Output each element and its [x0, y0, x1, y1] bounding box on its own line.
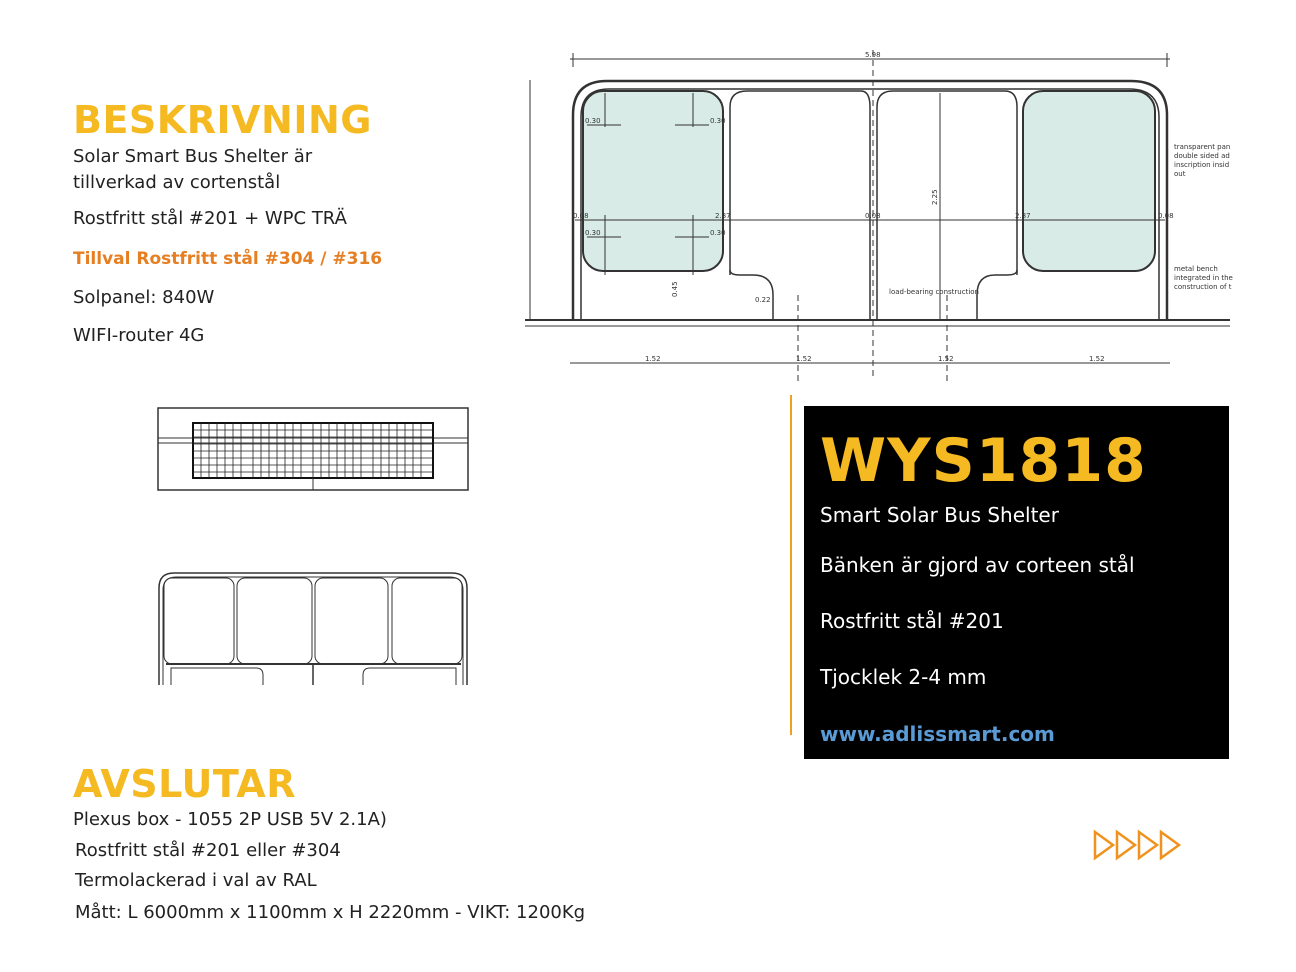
front-elevation-drawing	[525, 45, 1235, 390]
bench-note-1: metal bench	[1174, 265, 1218, 273]
panel-note-1: transparent pan	[1174, 143, 1231, 151]
panel-note-3: inscription insid	[1174, 161, 1230, 169]
finish-item: Rostfritt stål #201 eller #304	[75, 840, 341, 861]
thickness-spec: Tjocklek 2-4 mm	[820, 665, 987, 689]
rear-elevation-drawing	[156, 570, 471, 690]
finish-heading: AVSLUTAR	[73, 762, 296, 806]
offset-b-label-2: 0.08	[865, 212, 881, 220]
bench-note-3: construction of t	[1174, 283, 1232, 291]
accent-divider	[790, 395, 792, 735]
bench-material: Bänken är gjord av corteen stål	[820, 553, 1135, 577]
description-line2: tillverkad av cortenstål	[73, 172, 281, 193]
product-panel	[804, 406, 1229, 759]
mid-span-right-label: 2.87	[1015, 212, 1031, 220]
description-heading: BESKRIVNING	[73, 98, 372, 142]
bench-note-2: integrated in the	[1174, 274, 1233, 282]
offset-b-label-3: 0.08	[1158, 212, 1174, 220]
description-line3: Rostfritt stål #201 + WPC TRÄ	[73, 208, 347, 229]
model-number: WYS1818	[820, 426, 1147, 496]
offset-a-label-3: 0.30	[585, 229, 601, 237]
segment-label-3: 1.52	[938, 355, 954, 363]
offset-a-label: 0.30	[585, 117, 601, 125]
optional-material: Tillval Rostfritt stål #304 / #316	[73, 249, 383, 269]
mid-span-left-label: 2.87	[715, 212, 731, 220]
product-subtitle: Smart Solar Bus Shelter	[820, 503, 1059, 527]
steel-grade: Rostfritt stål #201	[820, 609, 1004, 633]
offset-a-label-2: 0.30	[710, 117, 726, 125]
total-width-label: 5.98	[865, 51, 881, 59]
height-label: 2.25	[931, 189, 939, 205]
panel-note-4: out	[1174, 170, 1186, 178]
website-link[interactable]: www.adlissmart.com	[820, 722, 1055, 746]
load-bearing-label: load-bearing construction	[889, 288, 979, 296]
offset-b-label: 0.08	[573, 212, 589, 220]
wifi-spec: WIFI-router 4G	[73, 325, 205, 346]
bench-a-label: 0.22	[755, 296, 771, 304]
finish-item: Plexus box - 1055 2P USB 5V 2.1A)	[73, 809, 387, 830]
roof-top-view-drawing	[156, 405, 471, 495]
description-line1: Solar Smart Bus Shelter är	[73, 146, 313, 167]
bench-height-label: 0.45	[671, 281, 679, 297]
panel-note-2: double sided ad	[1174, 152, 1230, 160]
segment-label-2: 1.52	[796, 355, 812, 363]
finish-item: Termolackerad i val av RAL	[75, 870, 317, 891]
finish-item: Mått: L 6000mm x 1100mm x H 2220mm - VIKT: 1200Kg	[75, 902, 586, 923]
offset-a-label-4: 0.30	[710, 229, 726, 237]
next-arrows-icon[interactable]	[1092, 829, 1184, 861]
solar-panel-spec: Solpanel: 840W	[73, 287, 215, 308]
segment-label-1: 1.52	[645, 355, 661, 363]
segment-label-4: 1.52	[1089, 355, 1105, 363]
